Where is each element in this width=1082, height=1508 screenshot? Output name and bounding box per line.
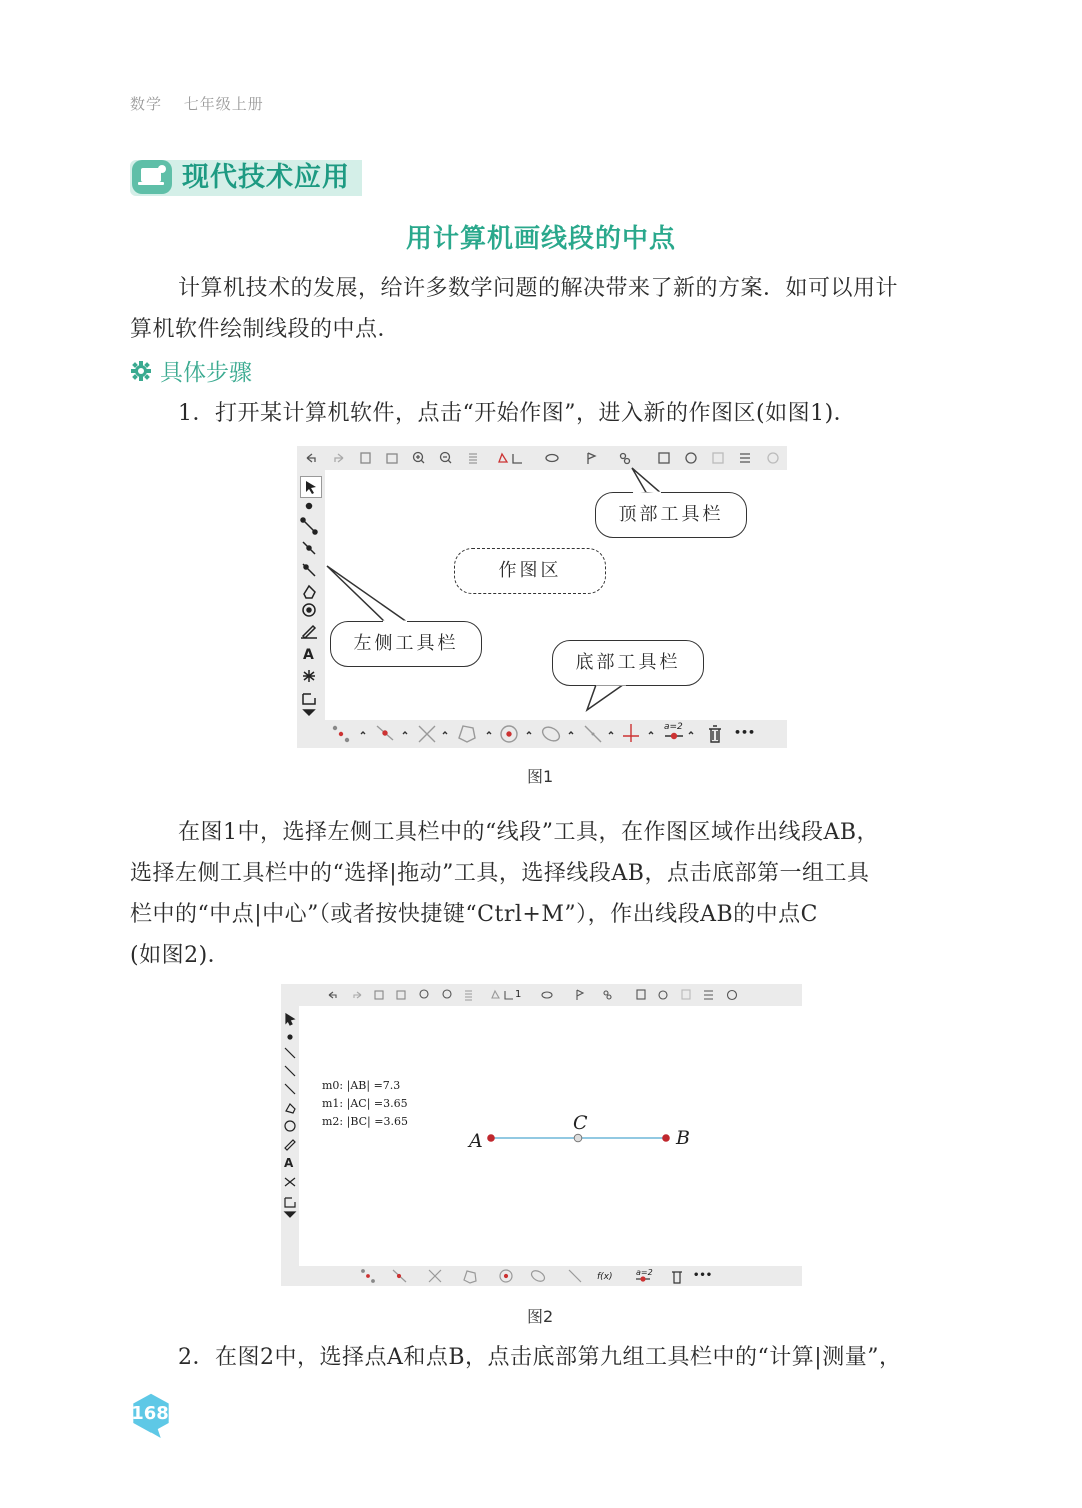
measurement-ac: m1: |AC| =3.65 <box>322 1097 408 1110</box>
axis-scale-label: 1 <box>515 989 522 1000</box>
header-grade: 七年级上册 <box>183 95 264 113</box>
measurement-ab: m0: |AB| =7.3 <box>322 1079 401 1092</box>
callout-drawing-area: 作图区 <box>454 548 606 594</box>
step-2-text: 2．在图2中，选择点A和点B，点击底部第九组工具栏中的“计算|测量”， <box>178 1345 902 1370</box>
measurement-bc: m2: |BC| =3.65 <box>322 1115 408 1128</box>
page-title: 用计算机画线段的中点 <box>405 224 676 254</box>
running-header <box>130 93 280 114</box>
para2-line-2: 选择左侧工具栏中的“选择|拖动”工具，选择线段AB，点击底部第一组工具 <box>130 861 870 886</box>
figure-2 <box>281 984 802 1286</box>
header-subject: 数学 <box>130 95 163 113</box>
page-number: 168 <box>131 1403 169 1424</box>
label-a: A <box>469 1130 483 1152</box>
figure-2-caption: 图2 <box>527 1307 554 1326</box>
midpoint-tool-icon <box>362 1270 375 1283</box>
gear-icon <box>130 360 152 382</box>
step-1-text: 1．打开某计算机软件，点击“开始作图”，进入新的作图区(如图1)． <box>178 401 857 426</box>
more-icon[interactable]: ••• <box>693 1270 713 1281</box>
intro-paragraph <box>130 268 955 350</box>
para2-line-4: (如图2)． <box>130 943 231 968</box>
function-tool-label[interactable]: f(x) <box>597 1272 613 1282</box>
callout-bottom-toolbar: 底部工具栏 <box>552 640 704 686</box>
point-b <box>662 1134 670 1142</box>
label-b: B <box>676 1127 690 1149</box>
intro-line-2: 算机软件绘制线段的中点． <box>130 317 401 342</box>
text-tool-icon[interactable]: A <box>303 647 314 663</box>
slider-label-2: a=2 <box>636 1268 653 1277</box>
figure-1-caption: 图1 <box>527 767 554 786</box>
text-tool-icon[interactable]: A <box>284 1156 294 1170</box>
measure-group-icon <box>569 1270 581 1282</box>
steps-heading: 具体步骤 <box>160 360 252 386</box>
point-c <box>574 1134 582 1142</box>
intro-line-1: 计算机技术的发展，给许多数学问题的解决带来了新的方案．如可以用计 <box>178 276 899 301</box>
figure-1 <box>297 446 787 748</box>
bottom-toolbar-2 <box>281 1266 802 1286</box>
para2-line-3: 栏中的“中点|中心”（或者按快捷键“Ctrl+M”），作出线段AB的中点C <box>130 902 818 927</box>
trash-icon <box>672 1272 682 1283</box>
callout-left-toolbar: 左侧工具栏 <box>330 621 482 667</box>
paragraph-2 <box>130 812 955 976</box>
conic-group-icon <box>530 1269 547 1284</box>
intersect-tool-icon <box>429 1270 441 1282</box>
callout-top-toolbar: 顶部工具栏 <box>595 492 747 538</box>
computer-icon <box>132 160 172 194</box>
para2-line-1: 在图1中，选择左侧工具栏中的“线段”工具，在作图区域作出线段AB， <box>178 820 880 845</box>
slider-label: a=2 <box>664 722 683 732</box>
label-c: C <box>573 1112 588 1134</box>
more-icon[interactable]: ••• <box>734 726 756 739</box>
point-a <box>487 1134 495 1142</box>
section-title: 现代技术应用 <box>182 162 350 193</box>
polygon-group-icon <box>464 1271 476 1283</box>
